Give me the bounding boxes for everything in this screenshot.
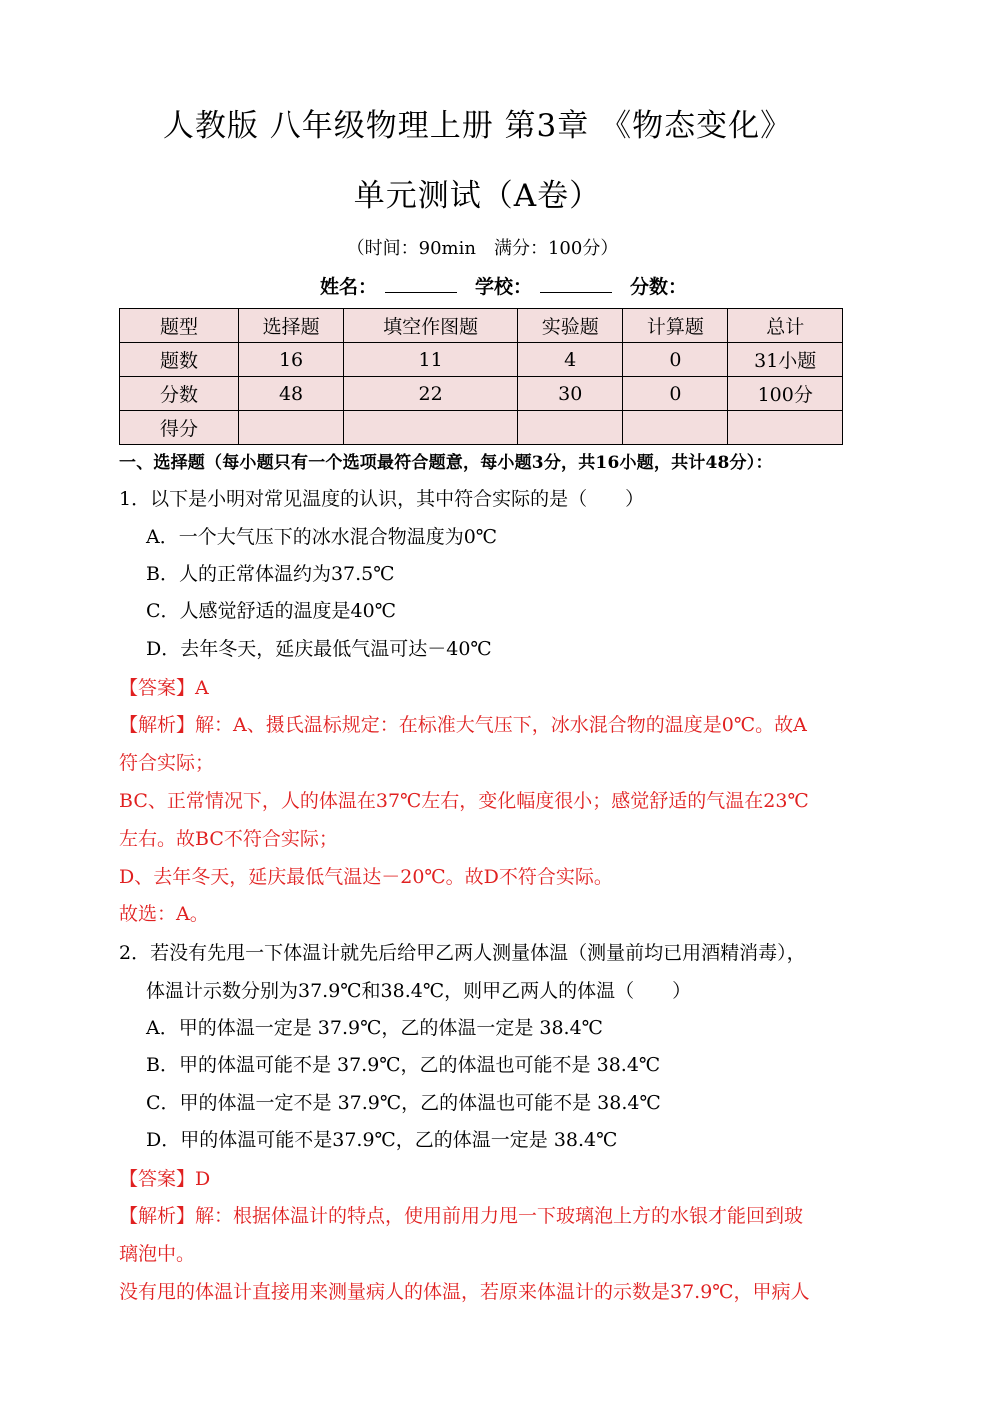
- table-cell: 48: [239, 377, 344, 411]
- question-1-option-c: C．人感觉舒适的温度是40℃: [146, 600, 396, 622]
- table-cell: 4: [518, 343, 623, 377]
- answer-value: A: [195, 677, 209, 699]
- full-score-info: 满分：100分）: [493, 238, 619, 259]
- table-cell: 实验题: [518, 309, 623, 343]
- answer-label: 【答案】: [119, 677, 196, 699]
- table-row: [120, 411, 843, 445]
- question-1-analysis: [119, 710, 807, 737]
- name-blank[interactable]: [385, 276, 457, 293]
- question-1-option-b: B．人的正常体温约为37.5℃: [146, 563, 395, 585]
- analysis-text: 没有甩的体温计直接用来测量病人的体温，若原来体温计的示数是37.9℃，甲病人: [119, 1281, 810, 1303]
- table-cell: 30: [518, 377, 623, 411]
- question-1-answer: [119, 673, 209, 700]
- table-cell: 分数: [120, 377, 239, 411]
- table-cell: 11: [344, 343, 518, 377]
- score-entry-cell[interactable]: [239, 411, 344, 445]
- analysis-text: 左右。故BC不符合实际；: [119, 828, 338, 850]
- table-cell: 选择题: [239, 309, 344, 343]
- table-cell: 题数: [120, 343, 239, 377]
- question-1-option-a: A．一个大气压下的冰水混合物温度为0℃: [146, 526, 498, 548]
- question-2-option-d: D．甲的体温可能不是37.9℃，乙的体温一定是 38.4℃: [146, 1129, 618, 1151]
- table-cell: 16: [239, 343, 344, 377]
- table-cell: 总计: [728, 309, 843, 343]
- question-1-stem: 1．以下是小明对常见温度的认识，其中符合实际的是（ ）: [119, 488, 645, 510]
- score-entry-cell[interactable]: [623, 411, 728, 445]
- analysis-text: 符合实际；: [119, 752, 215, 774]
- score-entry-cell[interactable]: [344, 411, 518, 445]
- table-cell: 计算题: [623, 309, 728, 343]
- table-cell: 题型: [120, 309, 239, 343]
- document-title: 人教版 八年级物理上册 第3章 《物态变化》: [162, 108, 793, 144]
- question-2-stem-cont: 体温计示数分别为37.9℃和38.4℃，则甲乙两人的体温（ ）: [146, 980, 692, 1002]
- analysis-label: 【解析】: [119, 1205, 196, 1227]
- score-table: [119, 308, 843, 445]
- analysis-label: 【解析】: [119, 714, 196, 736]
- answer-value: D: [195, 1168, 211, 1190]
- score-entry-cell[interactable]: [728, 411, 843, 445]
- table-cell: 22: [344, 377, 518, 411]
- question-2-analysis: [119, 1201, 803, 1228]
- school-blank[interactable]: [540, 276, 612, 293]
- analysis-text: 故选：A。: [119, 903, 209, 925]
- analysis-text: 璃泡中。: [119, 1243, 196, 1265]
- answer-label: 【答案】: [119, 1168, 196, 1190]
- analysis-text: BC、正常情况下，人的体温在37℃左右，变化幅度很小；感觉舒适的气温在23℃: [119, 790, 809, 812]
- school-label: 学校：: [475, 276, 533, 298]
- analysis-text: 解：根据体温计的特点，使用前用力甩一下玻璃泡上方的水银才能回到玻: [195, 1205, 804, 1227]
- table-cell: 31小题: [728, 343, 843, 377]
- exam-meta: [0, 234, 965, 260]
- table-row: [120, 377, 843, 411]
- score-label: 分数：: [630, 276, 688, 298]
- score-entry-cell[interactable]: [518, 411, 623, 445]
- table-row: [120, 343, 843, 377]
- section-heading: 一、选择题（每小题只有一个选项最符合题意，每小题3分，共16小题，共计48分）：: [119, 453, 773, 473]
- student-info-row: [320, 272, 687, 299]
- analysis-text: 解：A、摄氏温标规定：在标准大气压下，冰水混合物的温度是0℃。故A: [195, 714, 807, 736]
- question-2-option-a: A．甲的体温一定是 37.9℃，乙的体温一定是 38.4℃: [146, 1017, 603, 1039]
- table-cell: 0: [623, 343, 728, 377]
- question-2-option-c: C．甲的体温一定不是 37.9℃，乙的体温也可能不是 38.4℃: [146, 1092, 661, 1114]
- table-cell: 填空作图题: [344, 309, 518, 343]
- question-1-option-d: D．去年冬天，延庆最低气温可达－40℃: [146, 638, 492, 660]
- question-2-answer: [119, 1164, 210, 1191]
- question-2-option-b: B．甲的体温可能不是 37.9℃，乙的体温也可能不是 38.4℃: [146, 1054, 661, 1076]
- table-cell: 得分: [120, 411, 239, 445]
- table-row: [120, 309, 843, 343]
- table-cell: 0: [623, 377, 728, 411]
- document-subtitle: 单元测试（A卷）: [353, 178, 602, 214]
- question-2-stem: 2．若没有先甩一下体温计就先后给甲乙两人测量体温（测量前均已用酒精消毒），: [119, 942, 806, 964]
- name-label: 姓名：: [320, 276, 378, 298]
- table-cell: 100分: [728, 377, 843, 411]
- analysis-text: D、去年冬天，延庆最低气温达－20℃。故D不符合实际。: [119, 866, 613, 888]
- time-info: （时间：90min: [346, 238, 476, 259]
